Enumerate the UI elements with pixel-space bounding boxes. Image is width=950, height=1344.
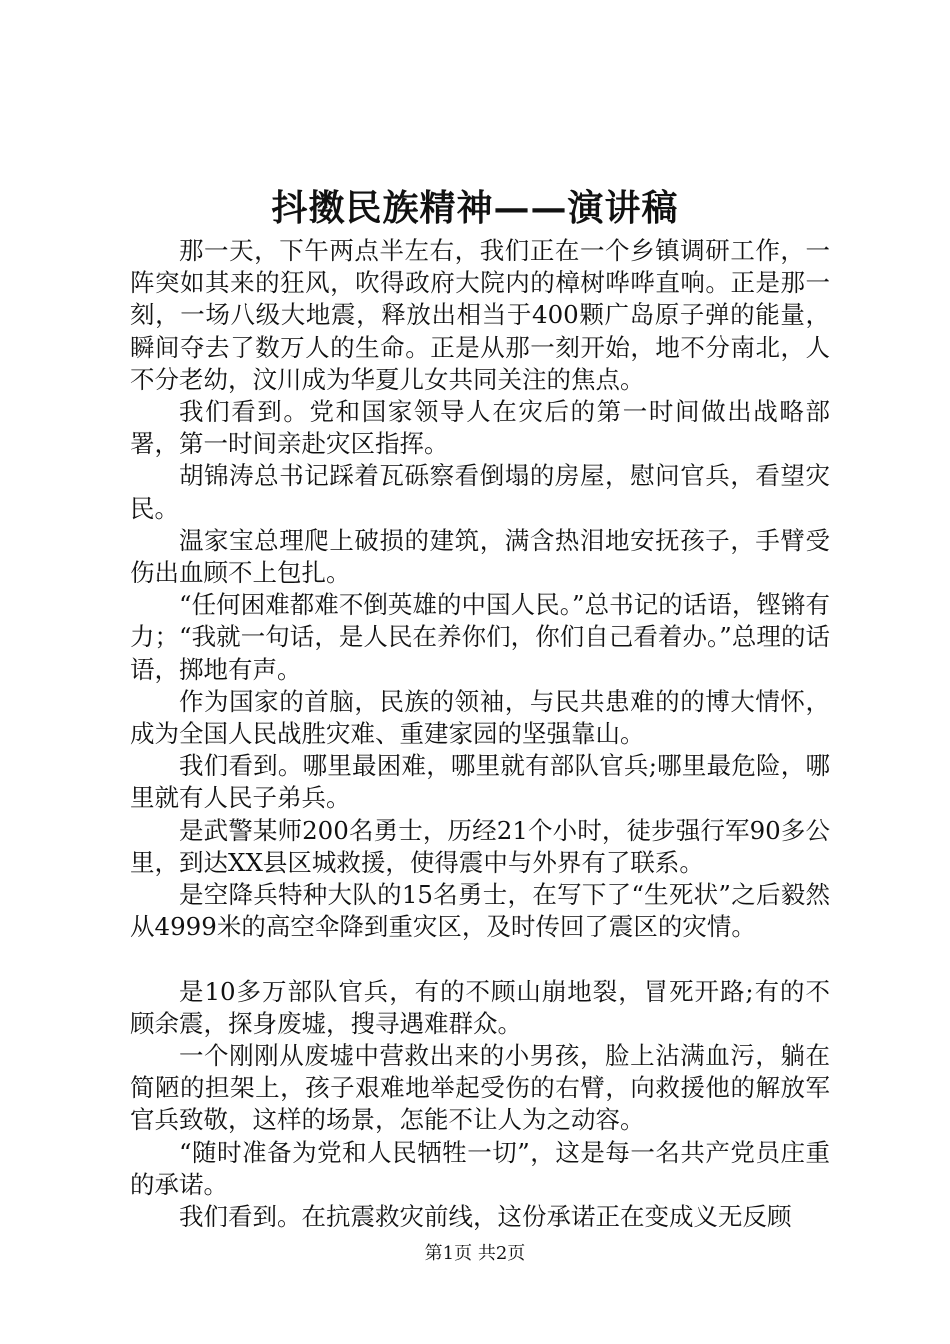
page-title: 抖擞民族精神——演讲稿 xyxy=(271,187,679,229)
paragraph: 胡锦涛总书记踩着瓦砾察看倒塌的房屋，慰问官兵，看望灾民。 xyxy=(130,461,830,523)
paragraph-gap xyxy=(130,943,830,975)
page-number-footer: 第1页 共2页 xyxy=(424,1243,526,1264)
paragraph: “随时准备为党和人民牺牲一切”，这是每一名共产党员庄重的承诺。 xyxy=(130,1137,830,1199)
paragraph: “任何困难都难不倒英雄的中国人民。”总书记的话语，铿锵有力；“我就一句话，是人民在养你们，你们自己看着办。”总理的话语，掷地有声。 xyxy=(130,590,830,684)
paragraph: 那一天，下午两点半左右，我们正在一个乡镇调研工作，一阵突如其来的狂风，吹得政府大院内的樟树哗哗直响。正是那一刻，一场八级大地震，释放出相当于400颗广岛原子弹的能量，瞬间夺去了数万人的生命。正是从那一刻开始，地不分南北，人不分老幼，汶川成为华夏儿女共同关注的焦点。 xyxy=(130,236,830,394)
paragraph: 作为国家的首脑，民族的领袖，与民共患难的的博大情怀，成为全国人民战胜灾难、重建家园的坚强靠山。 xyxy=(130,686,830,749)
paragraph: 是10多万部队官兵，有的不顾山崩地裂，冒死开路;有的不顾余震，探身废墟，搜寻遇难群众。 xyxy=(130,976,830,1038)
paragraph: 温家宝总理爬上破损的建筑，满含热泪地安抚孩子，手臂受伤出血顾不上包扎。 xyxy=(130,525,830,588)
document-body xyxy=(130,235,830,1233)
paragraph: 一个刚刚从废墟中营救出来的小男孩，脸上沾满血污，躺在简陋的担架上，孩子艰难地举起受伤的右臂，向救援他的解放军官兵致敬，这样的场景，怎能不让人为之动容。 xyxy=(130,1041,830,1135)
paragraph: 我们看到。党和国家领导人在灾后的第一时间做出战略部署，第一时间亲赴灾区指挥。 xyxy=(130,397,830,459)
paragraph: 是武警某师200名勇士，历经21个小时，徒步强行军90多公里，到达XX县区城救援，使得震中与外界有了联系。 xyxy=(130,815,830,877)
paragraph: 我们看到。哪里最困难，哪里就有部队官兵;哪里最危险，哪里就有人民子弟兵。 xyxy=(130,751,830,813)
paragraph: 我们看到。在抗震救灾前线，这份承诺正在变成义无反顾 xyxy=(179,1202,792,1232)
paragraph: 是空降兵特种大队的15名勇士，在写下了“生死状”之后毅然从4999米的高空伞降到重灾区，及时传回了震区的灾情。 xyxy=(130,880,830,942)
